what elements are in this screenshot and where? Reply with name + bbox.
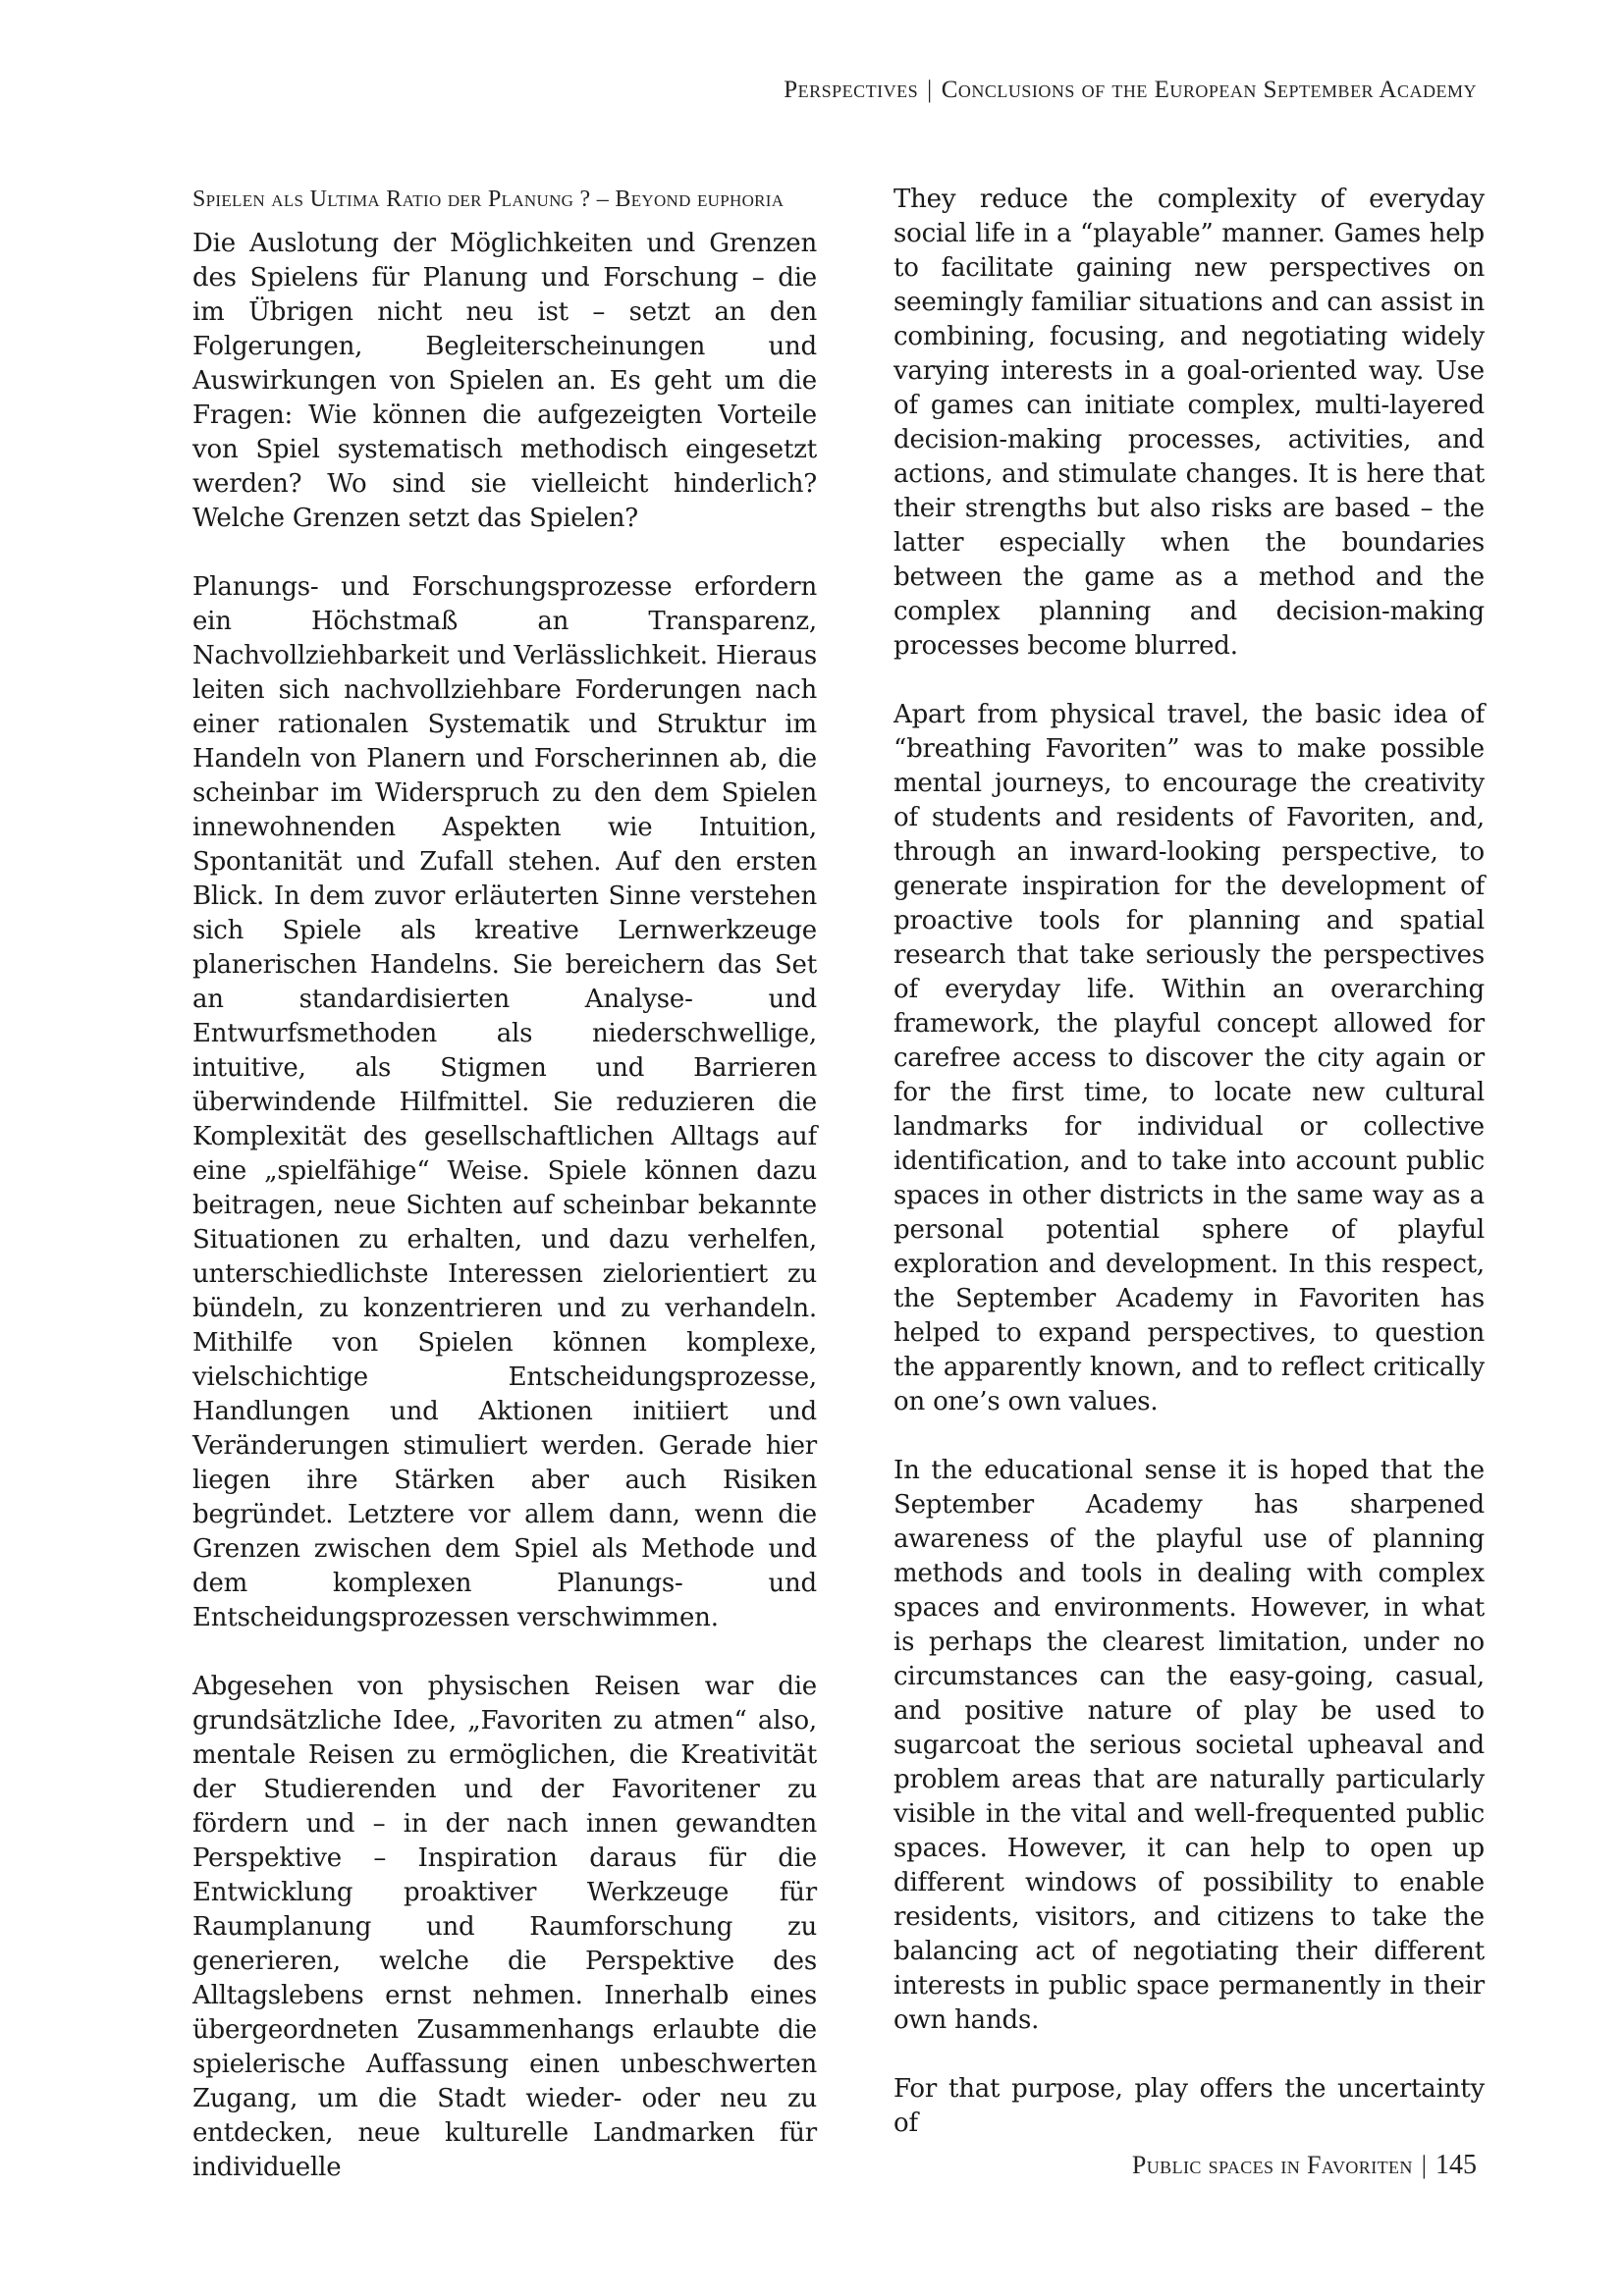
paragraph: Planungs- und Forschungsprozesse erfordern ein Höchstmaß an Transparenz, Nachvollziehbarkeit und Verlässlichkeit. Hieraus leiten sich nachvollziehbare Forderungen nach einer rationalen Systematik und Struktur im Handeln von Planern und Forscherinnen ab, die scheinbar im Widerspruch zu den dem Spielen innewohnenden Aspekten wie Intuition, Spontanität und Zufall stehen. Auf den ersten Blick. In dem zuvor erläuterten Sinne verstehen sich Spiele als kreative Lernwerkzeuge planerischen Handelns. Sie bereichern das Set an standardisierten Analyse- und Entwurfsmethoden als niederschwellige, intuitive, als Stigmen und Barrieren überwindende Hilfmittel. Sie reduzieren die Komplexität des gesellschaftlichen Alltags auf eine „spielfähige“ Weise. Spiele können dazu beitragen, neue Sichten auf scheinbar bekannte Situationen zu erhalten, und dazu verhelfen, unterschiedlichste Interessen zielorientiert zu bündeln, zu konzentrieren und zu verhandeln. Mithilfe von Spielen können komplexe, vielschichtige Entscheidungsprozesse, Handlungen und Aktionen initiiert und Veränderungen stimuliert werden. Gerade hier liegen ihre Stärken aber auch Risiken begründet. Letztere vor allem dann, wenn die Grenzen zwischen dem Spiel als Methode und dem komplexen Planungs- und Entscheidungsprozessen verschwimmen. [192,572,817,1632]
running-header [784,77,1477,104]
paragraph: For that purpose, play offers the uncertainty of [893,2074,1485,2138]
paragraph: In the educational sense it is hoped that the September Academy has sharpened awareness of the playful use of planning methods and tools in dealing with complex spaces and environments. However, in what is perhaps the clearest limitation, under no circumstances can the easy-going, casual, and positive nature of play be used to sugarcoat the serious societal upheaval and problem areas that are naturally particularly visible in the vital and well-frequented public spaces. However, it can help to open up different windows of possibility to enable residents, visitors, and citizens to take the balancing act of negotiating their different interests in public space permanently in their own hands. [893,1456,1485,2035]
left-column [192,183,817,2185]
page-number: 145 [1435,2150,1477,2180]
paragraph: Die Auslotung der Möglichkeiten und Grenzen des Spielens für Planung und Forschung – die im Übrigen nicht neu ist – setzt an den Folgerungen, Begleiterscheinungen und Auswirkungen von Spielen an. Es geht um die Fragen: Wie können die aufgezeigten Vorteile von Spiel systematisch methodisch eingesetzt werden? Wo sind sie vielleicht hinderlich? Welche Grenzen setzt das Spielen? [192,229,817,533]
paragraph: They reduce the complexity of everyday social life in a “playable” manner. Games help to facilitate gaining new perspectives on seemingly familiar situations and can assist in combining, focusing, and negotiating widely varying interests in a goal-oriented way. Use of games can initiate complex, multi-layered decision-making processes, activities, and actions, and stimulate changes. It is here that their strengths but also risks are based – the latter especially when the boundaries between the game as a method and the complex planning and decision-making processes become blurred. [893,185,1485,661]
footer-separator: | [1421,2151,1427,2179]
running-footer [1132,2150,1477,2181]
header-section-title: Perspectives [784,77,919,103]
paragraph: Abgesehen von physischen Reisen war die grundsätzliche Idee, „Favoriten zu atmen“ also, mentale Reisen zu ermöglichen, die Kreativität der Studierenden und der Favoritener zu fördern und – in der nach innen gewandten Perspektive – Inspiration daraus für die Entwicklung proaktiver Werkzeuge für Raumplanung und Raumforschung zu generieren, welche die Perspektive des Alltagslebens ernst nehmen. Innerhalb eines übergeordneten Zusammenhangs erlaubte die spielerische Auffassung einen unbeschwerten Zugang, um die Stadt wieder- oder neu zu entdecken, neue kulturelle Landmarken für individuelle [192,1672,817,2182]
right-column [893,183,1485,2141]
header-chapter-title: Conclusions of the European September Academy [941,77,1477,103]
header-separator: | [927,77,933,103]
footer-book-title: Public spaces in Favoriten [1131,2151,1413,2179]
paragraph: Apart from physical travel, the basic idea of “breathing Favoriten” was to make possible mental journeys, to encourage the creativity of students and residents of Favoriten, and, through an inward-looking perspective, to generate inspiration for the development of proactive tools for planning and spatial research that take seriously the perspectives of everyday life. Within an overarching framework, the playful concept allowed for carefree access to discover the city again or for the first time, to locate new cultural landmarks for individual or collective identification, and to take into account public spaces in other districts in the same way as a personal potential sphere of playful exploration and development. In this respect, the September Academy in Favoriten has helped to expand perspectives, to question the apparently known, and to reflect critically on one’s own values. [893,700,1485,1416]
section-heading: Spielen als Ultima Ratio der Planung ? – Beyond euphoria [192,187,785,212]
